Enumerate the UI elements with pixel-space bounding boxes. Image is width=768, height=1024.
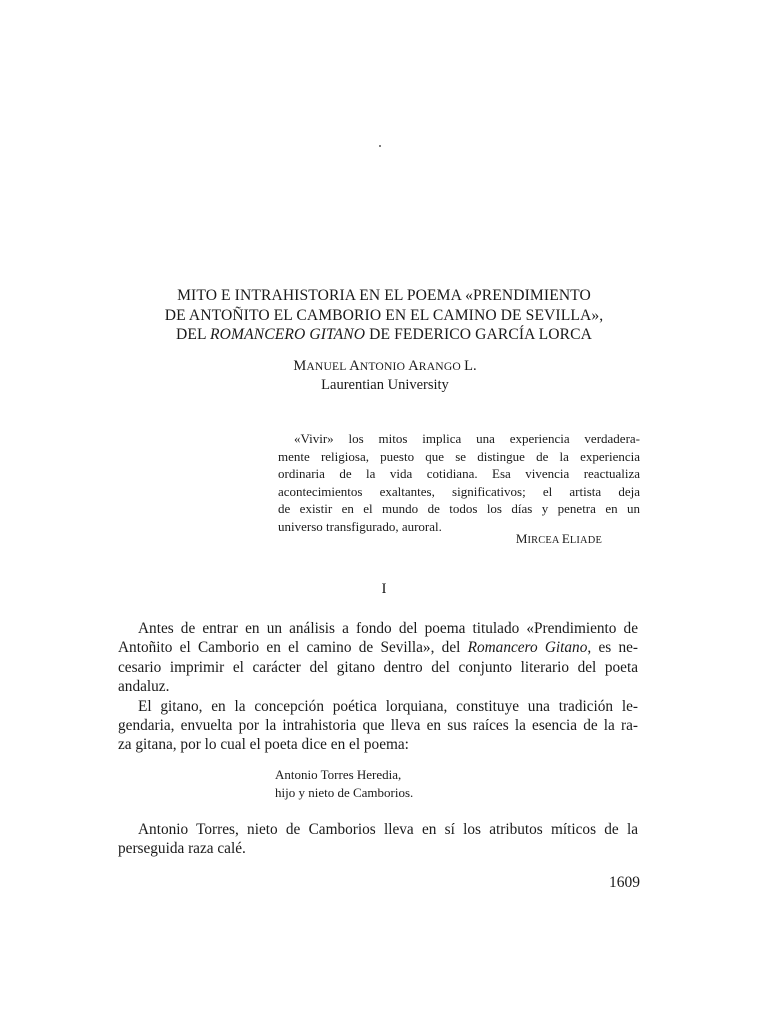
body-text <box>118 619 638 755</box>
title-line-2: DE ANTOÑITO EL CAMBORIO EN EL CAMINO DE SEVILLA», <box>164 306 604 324</box>
paragraph-line: gendaria, envuelta por la intrahistoria que lleva en sus raíces la esencia de la ra- <box>118 717 638 735</box>
epigraph-line: de existir en el mundo de todos los días y penetra en un <box>278 501 640 517</box>
body-text-continued <box>118 820 638 859</box>
italic-work-title: Romancero Gitano <box>467 639 588 657</box>
epigraph-line: acontecimientos exaltantes, significativos; el artista deja <box>278 483 640 499</box>
author-block <box>220 357 550 395</box>
author-name: MANUEL ANTONIO ARANGO L. <box>293 358 477 374</box>
title-line-1: MITO E INTRAHISTORIA EN EL POEMA «PRENDIMIENTO <box>177 287 591 304</box>
paragraph-line: za gitana, por lo cual el poeta dice en el poema: <box>118 736 409 754</box>
paragraph-line: andaluz. <box>118 678 170 696</box>
poem-quote <box>275 766 515 801</box>
epigraph-line: mente religiosa, puesto que se distingue de la experiencia <box>278 448 640 464</box>
paragraph-line: cesario imprimir el carácter del gitano dentro del conjunto literario del poeta <box>118 658 638 676</box>
title-line-3: DEL ROMANCERO GITANO DE FEDERICO GARCÍA LORCA <box>175 326 592 343</box>
paragraph-line: Antoñito el Camborio en el camino de Sevilla», del Romancero Gitano, es ne- <box>118 639 638 657</box>
epigraph <box>278 430 640 536</box>
epigraph-line: universo transfigurado, auroral. <box>278 518 442 534</box>
scan-speck <box>379 145 381 147</box>
paragraph-line: El gitano, en la concepción poética lorquiana, constituye una tradición le- <box>138 697 638 715</box>
author-affiliation: Laurentian University <box>321 377 449 393</box>
poem-line-1: Antonio Torres Heredia, <box>275 767 402 782</box>
page-number: 1609 <box>609 874 640 891</box>
paragraph-line: Antes de entrar en un análisis a fondo del poema titulado «Prendimiento de <box>138 620 638 637</box>
epigraph-line: «Vivir» los mitos implica una experiencia verdadera- <box>294 431 640 446</box>
title-italic-work: ROMANCERO GITANO <box>210 326 366 343</box>
poem-line-2: hijo y nieto de Camborios. <box>275 784 414 800</box>
epigraph-attribution: MIRCEA ELIADE <box>515 531 602 546</box>
epigraph-line: ordinaria de la vida cotidiana. Esa vivencia reactualiza <box>278 466 640 482</box>
article-title <box>110 286 658 345</box>
paragraph-line: perseguida raza calé. <box>118 840 246 858</box>
section-number: I <box>381 581 387 597</box>
paragraph-line: Antonio Torres, nieto de Camborios lleva en sí los atributos míticos de la <box>138 821 638 838</box>
